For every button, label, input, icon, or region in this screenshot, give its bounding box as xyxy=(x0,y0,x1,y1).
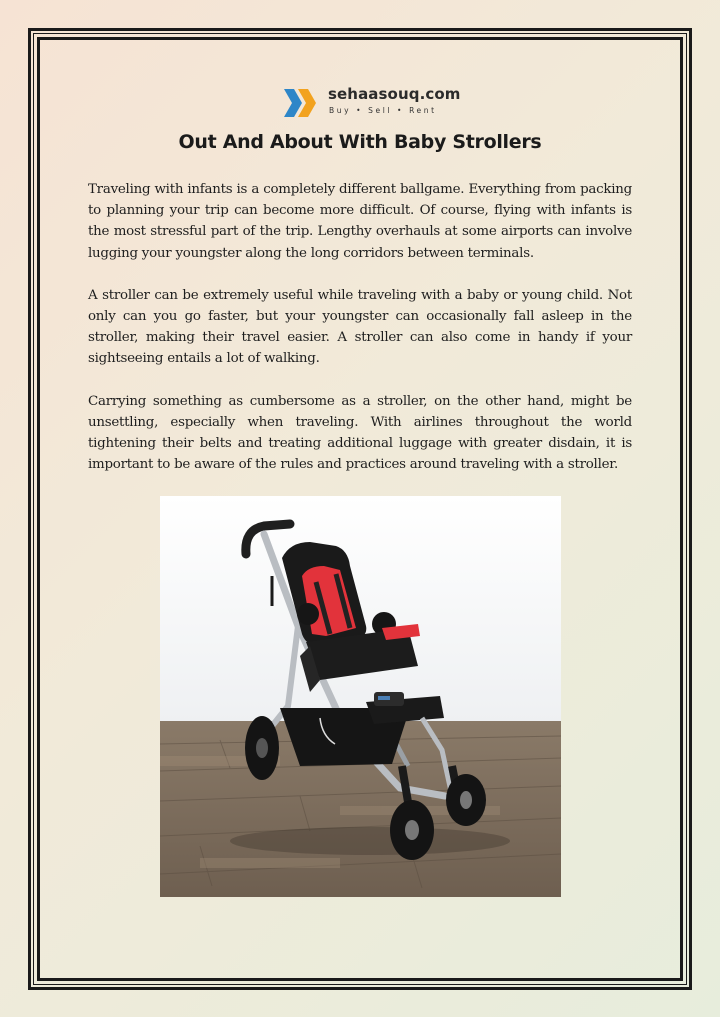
logo-mark-icon xyxy=(282,85,322,121)
paragraph-2: A stroller can be extremely useful while traveling with a baby or young child. Not only can you go faster, but your youngster can occasionally fall asleep in the stroller, making their travel easier. A stroller can also come in handy if your sightseeing entails a lot of walking. xyxy=(88,287,632,367)
site-logo[interactable] xyxy=(282,83,462,123)
article-body xyxy=(88,179,632,496)
stroller-illustration xyxy=(160,496,561,897)
paragraph-3: Carrying something as cumbersome as a stroller, on the other hand, might be unsettling, especially when traveling. With airlines throughout the world tightening their belts and treating additional luggage with greater disdain, it is important to be aware of the rules and practices around traveling with a stroller. xyxy=(88,393,632,473)
logo-tagline: Buy • Sell • Rent xyxy=(329,106,437,115)
stroller-photo xyxy=(160,496,561,897)
front-right-wheel xyxy=(446,774,486,826)
article-title: Out And About With Baby Strollers xyxy=(178,131,542,153)
paragraph-1: Traveling with infants is a completely different ballgame. Everything from packing to planning your trip can become more difficult. Of course, flying with infants is the most stressful part of the trip. Lengthy overhauls at some airports can involve lugging your youngster along the long corridors between terminals. xyxy=(88,182,632,261)
front-left-wheel xyxy=(390,800,434,860)
rear-wheel xyxy=(245,716,279,780)
logo-site-name: sehaasouq.com xyxy=(328,85,461,103)
